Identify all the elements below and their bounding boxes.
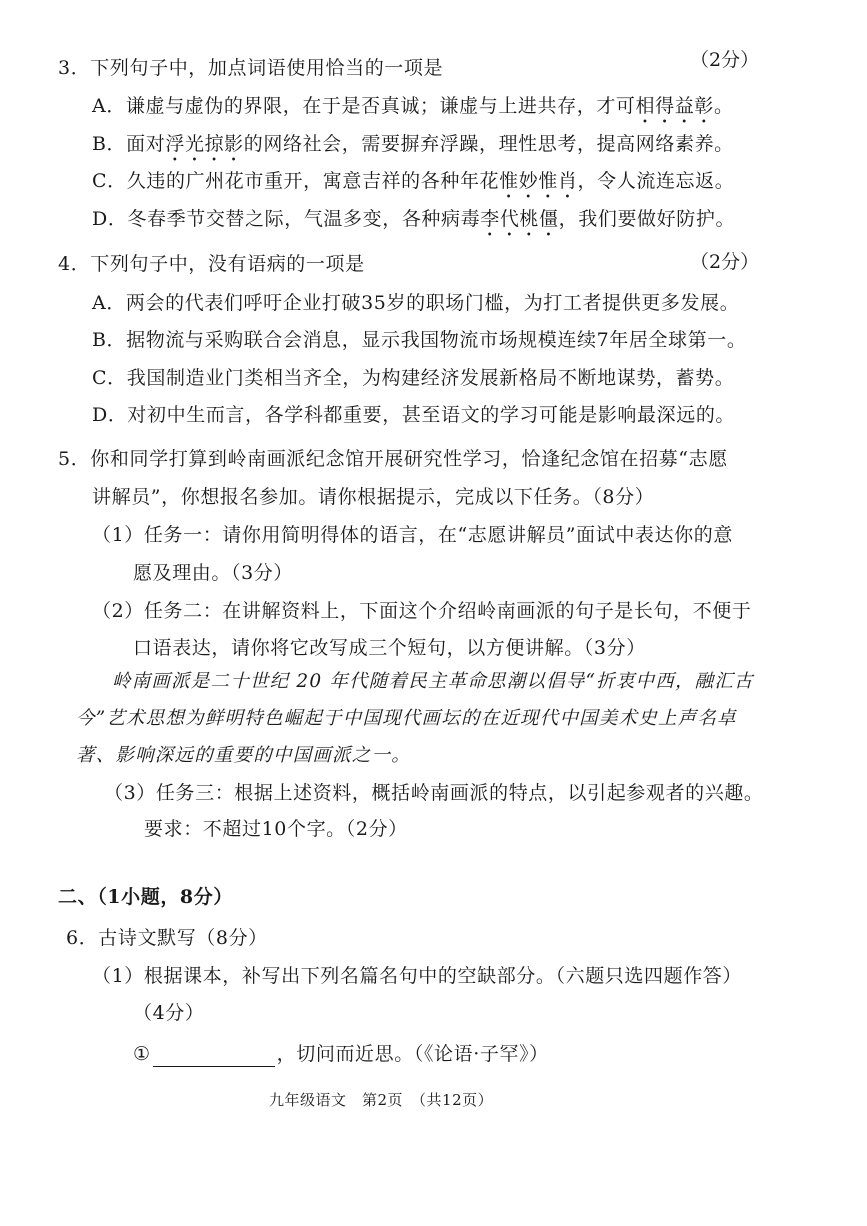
q3-stem: 3．下列句子中，加点词语使用恰当的一项是	[58, 57, 444, 79]
q6-item1-number: ①	[133, 1043, 151, 1065]
q5-task3-line1: （3）任务三：根据上述资料，概括岭南画派的特点，以引起参观者的兴趣。	[104, 782, 764, 804]
q5-passage-line1: 岭南画派是二十世纪 20 年代随着民主革命思潮以倡导“折衷中西，融汇古	[112, 671, 754, 692]
answer-blank[interactable]	[153, 1048, 275, 1067]
q5-task1-line1: （1）任务一：请你用简明得体的语言，在“志愿讲解员”面试中表达你的意	[92, 524, 733, 546]
q3-option-a-pre: A．谦虚与虚伪的界限，在于是否真诚；谦虚与上进共存，才可	[92, 95, 636, 117]
q5-task1-line2: 愿及理由。（3分）	[133, 562, 293, 584]
q4-option-c: C．我国制造业门类相当齐全，为构建经济发展新格局不断地谋势，蓄势。	[92, 367, 735, 389]
q3-option-d-post: ，我们要做好防护。	[558, 208, 736, 230]
q4-option-a: A．两会的代表们呼吁企业打破35岁的职场门槛，为打工者提供更多发展。	[92, 292, 740, 314]
q5-task2-line1: （2）任务二：在讲解资料上，下面这个介绍岭南画派的句子是长句，不便于	[92, 600, 752, 622]
q6-sub1-line1: （1）根据课本，补写出下列名篇名句中的空缺部分。（六题只选四题作答）	[92, 965, 742, 987]
q3-option-d-pre: D．冬春季节交替之际，气温多变，各种病毒	[92, 208, 481, 230]
q3-option-c-mark: 惟妙惟肖	[499, 170, 578, 192]
q3-option-d	[92, 206, 735, 241]
q6-sub1-line2: （4分）	[133, 1002, 205, 1024]
page-footer: 九年级语文 第2页 （共12页）	[269, 1091, 494, 1109]
q3-option-a	[92, 93, 734, 128]
q3-option-c	[92, 168, 734, 203]
q6-item1	[133, 1041, 549, 1067]
section2-heading: 二、（1小题，8分）	[58, 886, 233, 908]
q5-task2-line2: 口语表达，请你将它改写成三个短句，以方便讲解。（3分）	[133, 637, 646, 659]
q3-score: （2分）	[690, 49, 760, 71]
q3-option-b-mark: 浮光掠影	[165, 133, 244, 155]
q5-stem-line1: 5．你和同学打算到岭南画派纪念馆开展研究性学习，恰逢纪念馆在招募“志愿	[58, 448, 728, 470]
q3-option-c-pre: C．久违的广州花市重开，寓意吉祥的各种年花	[92, 170, 500, 192]
q5-task3-line2: 要求：不超过10个字。（2分）	[144, 818, 408, 840]
q4-option-d: D．对初中生而言，各学科都重要，甚至语文的学习可能是影响最深远的。	[92, 404, 736, 426]
q3-option-a-mark: 相得益彰	[635, 95, 714, 117]
q4-score: （2分）	[690, 251, 760, 273]
q3-option-c-post: ，令人流连忘返。	[577, 170, 735, 192]
q4-stem: 4．下列句子中，没有语病的一项是	[58, 253, 365, 275]
q6-stem: 6．古诗文默写（8分）	[66, 927, 268, 949]
q3-option-b-post: 的网络社会，需要摒弃浮躁，理性思考，提高网络素养。	[243, 133, 734, 155]
q4-option-b: B．据物流与采购联合会消息，显示我国物流市场规模连续7年居全球第一。	[92, 329, 747, 351]
q5-stem-line2: 讲解员”，你想报名参加。请你根据提示，完成以下任务。（8分）	[92, 486, 655, 508]
q3-option-a-post: 。	[713, 95, 734, 117]
q6-item1-text: ，切问而近思。（《论语·子罕》）	[276, 1043, 549, 1065]
q5-passage-line3: 著、影响深远的重要的中国画派之一。	[76, 745, 411, 766]
q3-option-d-mark: 李代桃僵	[480, 208, 559, 230]
q3-option-b	[92, 131, 734, 166]
q5-passage-line2: 今”艺术思想为鲜明特色崛起于中国现代画坛的在近现代中国美术史上声名卓	[76, 708, 737, 729]
q3-option-b-pre: B．面对	[92, 133, 166, 155]
